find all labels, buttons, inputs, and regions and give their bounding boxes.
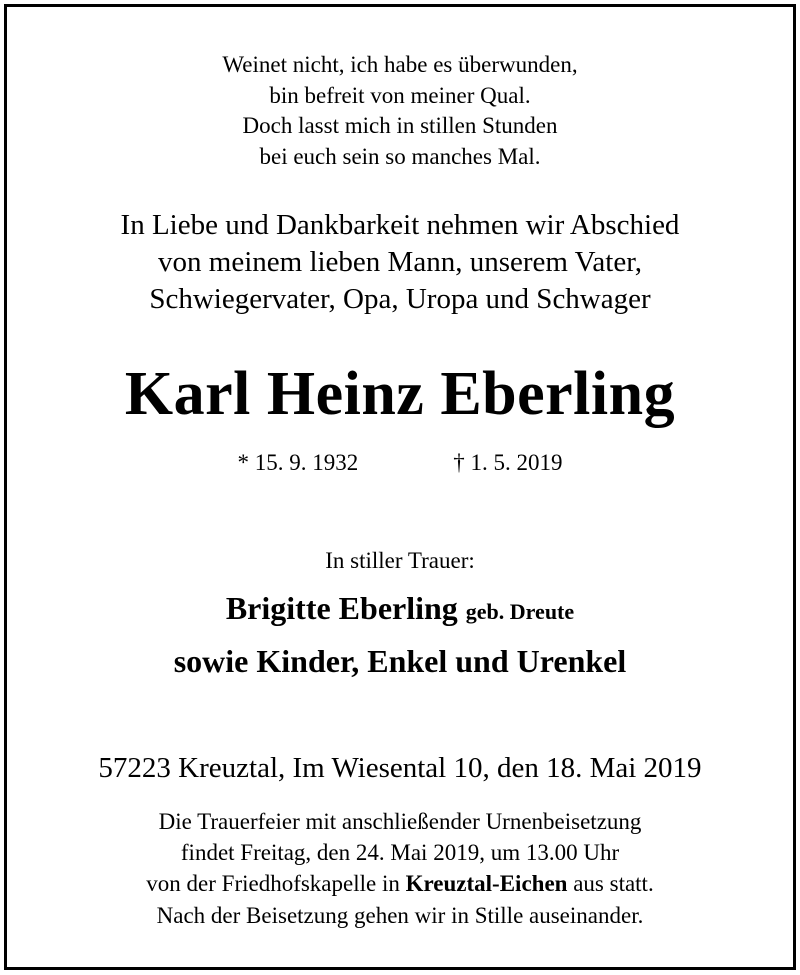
birth-date: * 15. 9. 1932 — [237, 450, 359, 475]
deceased-name: Karl Heinz Eberling — [124, 360, 676, 428]
mourners-heading: In stiller Trauer: — [325, 548, 475, 573]
funeral-line — [0, 868, 800, 899]
address-line: 57223 Kreuztal, Im Wiesental 10, den 18. Mai 2019 — [98, 752, 702, 784]
primary-mourner — [0, 588, 800, 632]
verse — [0, 50, 800, 172]
farewell-line: In Liebe und Dankbarkeit nehmen wir Abschied — [120, 209, 680, 241]
verse-line: Doch lasst mich in stillen Stunden — [242, 113, 558, 138]
closing-line: Nach der Beisetzung gehen wir in Stille auseinander. — [156, 903, 644, 928]
funeral-info — [0, 806, 800, 899]
other-mourners: sowie Kinder, Enkel und Urenkel — [173, 643, 627, 679]
funeral-location: Kreuztal-Eichen — [405, 871, 568, 896]
farewell-line: Schwiegervater, Opa, Uropa und Schwager — [149, 283, 651, 315]
death-date: † 1. 5. 2019 — [453, 450, 563, 475]
farewell-line: von meinem lieben Mann, unserem Vater, — [158, 246, 642, 278]
verse-line: Weinet nicht, ich habe es überwunden, — [222, 52, 578, 77]
verse-line: bin befreit von meiner Qual. — [269, 82, 531, 108]
farewell-text — [0, 207, 800, 318]
funeral-line: Die Trauerfeier mit anschließender Urnenbeisetzung — [158, 809, 642, 834]
life-dates — [0, 448, 800, 478]
funeral-location-suffix: aus statt. — [573, 871, 654, 896]
primary-mourner-name: Brigitte Eberling — [225, 590, 458, 626]
verse-line: bei euch sein so manches Mal. — [259, 143, 541, 169]
maiden-name: geb. Dreute — [465, 599, 575, 624]
funeral-line: findet Freitag, den 24. Mai 2019, um 13.00 Uhr — [180, 840, 620, 865]
funeral-location-prefix: von der Friedhofskapelle in — [146, 871, 400, 896]
